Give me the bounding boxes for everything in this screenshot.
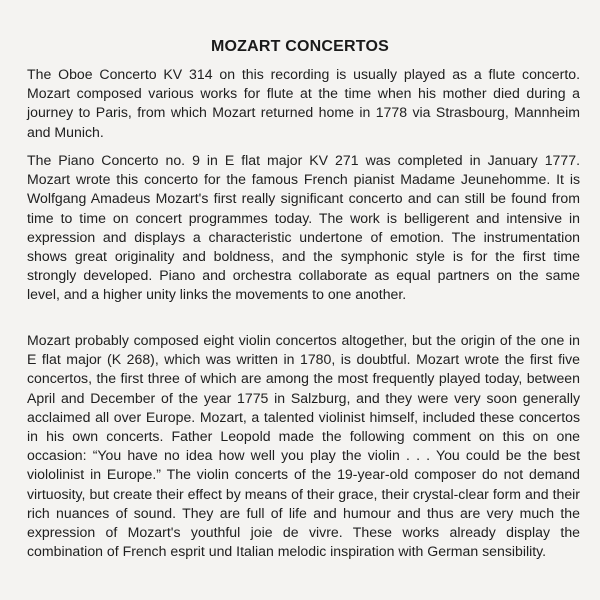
page-title: MOZART CONCERTOS xyxy=(210,38,389,55)
paragraph-violin-concertos: Mozart probably composed eight violin concertos altogether, but the origin of the one in E flat major (K 268), which was written in 1780, is doubtful. Mozart wrote the first five concertos, the first three of which are among the most frequently played today, between April and December of the year 1775 in Salzburg, and they were very soon generally acclaimed all over Europe. Mozart, a talented violinist himself, included these concertos in his own concerts. Father Leopold made the following comment on this on one occasion: “You have no idea how well you play the violin . . . You could be the best viololinist in Europe.” The violin concerts of the 19-year-old composer do not demand virtuosity, but create their effect by means of their grace, their crystal-clear form and their rich nuances of sound. They are full of life and humour and thus are very much the expression of Mozart's youthful joie de vivre. These works already display the combination of French esprit und Italian melodic inspiration with German sensibility. xyxy=(27,332,580,560)
paragraph-piano-concerto: The Piano Concerto no. 9 in E flat major KV 271 was completed in January 1777. Mozart wrote this concerto for the famous French pianist Madame Jeunehomme. It is Wolfgang Amadeus Mozart's first really significant concerto and can still be found from time to time on concert programmes today. The work is belligerent and intensive in expression and displays a characteristic undertone of emotion. The instrumentation shows great originality and boldness, and the symphonic style is for the first time strongly developed. Piano and orchestra collaborate as equal partners on the same level, and a higher unity links the movements to one another. xyxy=(27,152,580,303)
paragraph-oboe-concerto: The Oboe Concerto KV 314 on this recording is usually played as a flute concerto. Mozart composed various works for flute at the time when his mother died during a journey to Paris, from which Mozart returned home in 1778 via Strasbourg, Mannheim and Munich. xyxy=(27,66,580,140)
